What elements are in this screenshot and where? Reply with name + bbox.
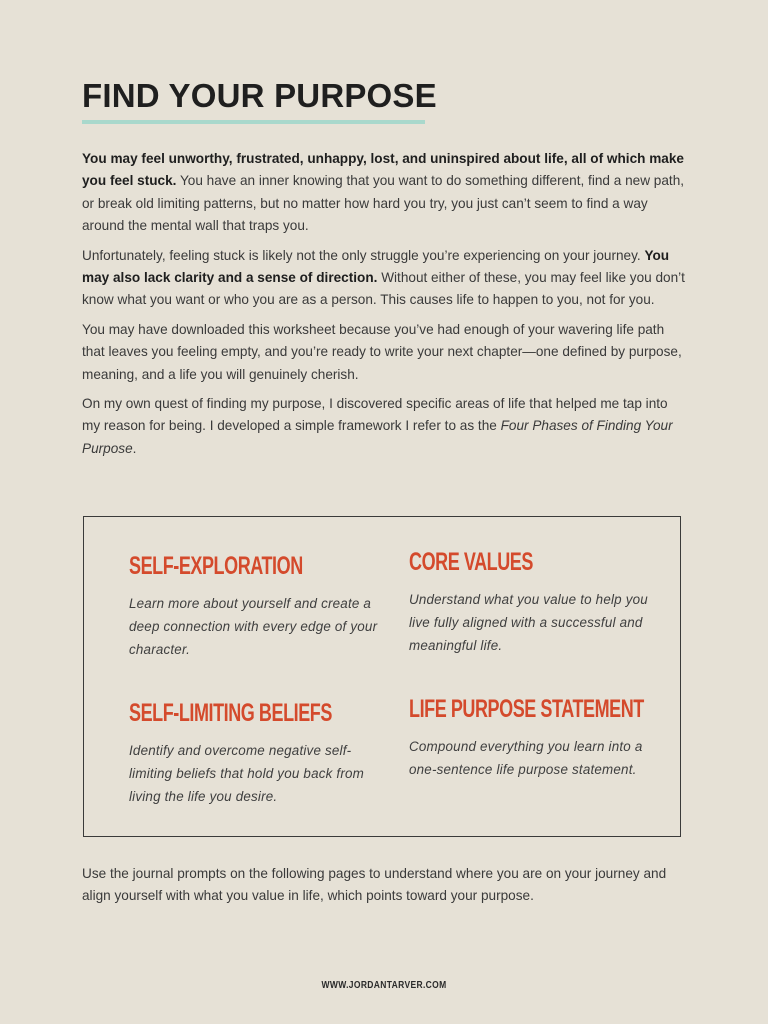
intro-paragraph-2: [82, 245, 688, 312]
phase-life-purpose-statement: [409, 694, 659, 782]
outro-paragraph: Use the journal prompts on the following pages to understand where you are on your journey and align yourself with what you value in life, which points toward your purpose.: [82, 866, 667, 904]
intro-paragraph-1: [82, 148, 688, 238]
intro-p1-text: You have an inner knowing that you want to do something different, find a new path, or break old limiting patterns, but no matter how hard you try, you just can’t seem to find a way around the mental wall that traps you.: [82, 173, 685, 234]
intro-paragraph-4: [82, 393, 688, 460]
intro-p1-bold: You may feel unworthy, frustrated, unhappy, lost, and uninspired about life, all of which make you feel stuck.: [82, 151, 684, 189]
intro-paragraph-3: You may have downloaded this worksheet because you’ve had enough of your wavering life path that leaves you feeling empty, and you’re ready to write your next chapter—one defined by purpose, meaning, and a life you will genuinely cherish.: [82, 321, 682, 382]
intro-p4-end: .: [132, 440, 137, 456]
intro-p2-bold: You may also lack clarity and a sense of direction.: [82, 247, 670, 286]
phase-title: SELF-LIMITING BELIEFS: [129, 699, 332, 727]
title-underline: [82, 120, 425, 124]
phase-self-limiting-beliefs: [129, 698, 379, 808]
intro-p4-start: On my own quest of finding my purpose, I discovered specific areas of life that helped me tap into my reason for being. I developed a simple framework I refer to as the: [82, 396, 668, 434]
intro-section: [82, 148, 688, 467]
intro-p4-italic: Four Phases of Finding Your Purpose: [82, 418, 673, 456]
four-phases-box: [83, 516, 681, 837]
phase-core-values: [409, 547, 659, 657]
phase-title: LIFE PURPOSE STATEMENT: [409, 695, 644, 723]
phase-description: Understand what you value to help you live fully aligned with a successful and meaningful life.: [409, 592, 648, 653]
intro-p2-start: Unfortunately, feeling stuck is likely not the only struggle you’re experiencing on your journey.: [82, 247, 645, 263]
phase-description: Compound everything you learn into a one-sentence life purpose statement.: [409, 739, 643, 777]
phase-title: SELF-EXPLORATION: [129, 552, 303, 580]
footer-website-link[interactable]: WWW.JORDANTARVER.COM: [321, 980, 447, 991]
phase-title: CORE VALUES: [409, 548, 533, 576]
phase-self-exploration: [129, 551, 379, 661]
phase-description: Identify and overcome negative self-limiting beliefs that hold you back from living the life you desire.: [129, 743, 365, 804]
phase-description: Learn more about yourself and create a deep connection with every edge of your character.: [129, 596, 378, 657]
intro-p2-text: Without either of these, you may feel like you don’t know what you want or who you are as a person. This causes life to happen to you, not for you.: [82, 270, 685, 308]
page-title: FIND YOUR PURPOSE: [82, 77, 437, 114]
